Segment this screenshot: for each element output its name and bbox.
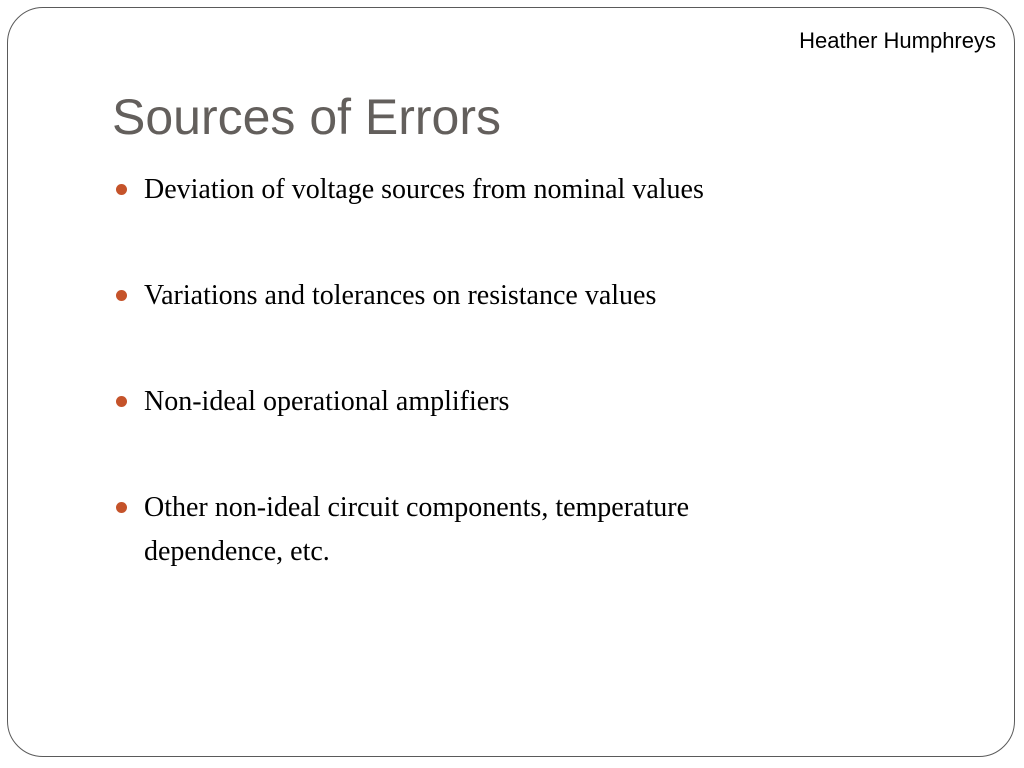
bullet-dot-icon (116, 502, 127, 513)
bullet-item (112, 486, 832, 574)
bullet-list (112, 168, 832, 636)
bullet-text: Deviation of voltage sources from nominal values (144, 174, 704, 205)
bullet-item (112, 168, 832, 212)
bullet-text: Non-ideal operational amplifiers (144, 386, 510, 417)
bullet-dot-icon (116, 184, 127, 195)
bullet-text: Variations and tolerances on resistance values (144, 280, 657, 311)
bullet-item (112, 380, 832, 424)
author-name: Heather Humphreys (799, 28, 996, 53)
bullet-text: Other non-ideal circuit components, temperature dependence, etc. (144, 492, 690, 567)
bullet-item (112, 274, 832, 318)
slide-title: Sources of Errors (112, 89, 502, 145)
bullet-dot-icon (116, 290, 127, 301)
bullet-dot-icon (116, 396, 127, 407)
